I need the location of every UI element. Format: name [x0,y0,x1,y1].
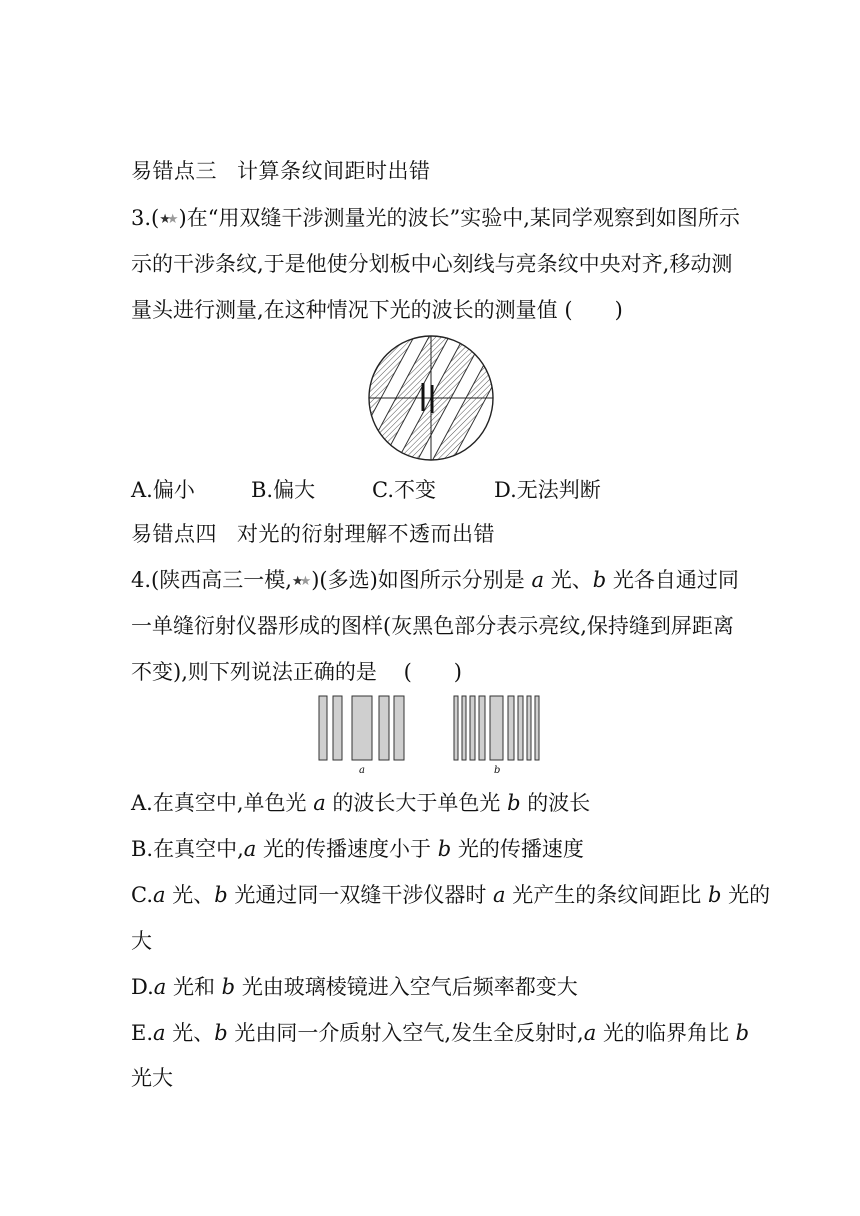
q4-option-b[interactable] [131,835,584,863]
option-text: 的波长大于单色光 [332,791,501,815]
section-3-heading [131,157,431,185]
option-text: 光的临界角比 [602,1021,729,1045]
var-b: b [707,883,722,907]
question-4-line-3 [131,658,462,686]
question-3-line-3 [131,296,623,324]
question-3-options [131,476,731,504]
figure-label-b: b [494,765,501,776]
option-text: 光、 [172,883,215,907]
option-text: 光的传播速度小于 [263,837,432,861]
figure-label-a: a [359,765,365,776]
option-text: 光由玻璃棱镜进入空气后频率都变大 [241,975,578,999]
q4-option-d[interactable] [131,973,578,1001]
option-text: C. [131,883,153,907]
section-4-heading-title: 对光的衍射理解不透而出错 [237,522,495,546]
option-text: 光由同一介质射入空气,发生全反射时, [234,1021,584,1045]
question-3-line-1 [131,204,740,234]
var-a: a [583,1021,597,1045]
question-3-line-2: 示的干涉条纹,于是他使分划板中心刻线与亮条纹中央对齐,移动测 [131,252,733,276]
section-4-heading-label: 易错点四 [131,522,217,546]
bright-fringe [479,696,485,760]
option-text: 光、 [172,1021,215,1045]
bright-fringe [508,696,514,760]
question-4-text-2: 光、 [550,568,593,592]
var-b: b [214,883,228,907]
bright-fringe [470,696,475,760]
q4-option-a[interactable] [131,789,590,817]
section-3-heading-label: 易错点三 [131,159,217,183]
q4-option-e[interactable] [131,1019,749,1047]
question-4-text-3: 光各自通过同 [612,568,739,592]
bright-fringe [352,696,372,760]
section-4-heading [131,520,495,548]
var-b: b [735,1021,750,1045]
var-b: b [507,791,521,815]
question-4-line-2: 一单缝衍射仪器形成的图样(灰黑色部分表示亮纹,保持缝到屏距离 [131,614,734,638]
question-3-text-1: 在“用双缝干涉测量光的波长”实验中,某同学观察到如图所示 [186,206,740,230]
difficulty-star-icon: ★★ [291,574,308,589]
question-4-text-1: )(多选)如图所示分别是 [311,568,525,592]
option-d[interactable]: D.无法判断 [494,478,601,502]
var-a: a [313,791,326,815]
var-b: b [221,975,236,999]
var-b: b [437,837,452,861]
bright-fringe [333,696,342,760]
var-a: a [493,883,506,907]
option-text: E. [131,1021,154,1045]
var-a: a [153,1021,166,1045]
bright-fringe [319,696,327,760]
option-text: 光的传播速度 [457,837,584,861]
option-text: 光产生的条纹间距比 [512,883,702,907]
bright-fringe [379,696,389,760]
option-text: 光和 [172,975,215,999]
diffraction-pattern-a [318,695,410,763]
bright-fringe [394,696,404,760]
bright-fringe [518,696,523,760]
q4-option-c[interactable] [131,881,770,909]
var-a: a [153,883,166,907]
option-text: D. [131,975,154,999]
section-3-heading-title: 计算条纹间距时出错 [237,159,431,183]
bright-fringe [454,696,458,760]
bright-fringe [462,696,466,760]
difficulty-star-icon: ★★ [159,212,175,227]
question-3-text-3: 量头进行测量,在这种情况下光的波长的测量值 [131,298,558,322]
answer-blank: ( ) [403,660,462,684]
option-a[interactable]: A.偏小 [131,478,195,502]
option-text: 的波长 [527,791,591,815]
var-a: a [153,975,167,999]
option-text: 光通过同一双缝干涉仪器时 [234,883,487,907]
question-4-prefix: 4.(陕西高三一模, [131,568,292,592]
answer-blank: ( ) [564,298,623,322]
interference-fringe-figure [366,333,496,463]
q4-option-e-continued: 光大 [131,1066,173,1090]
bright-fringe [490,696,503,760]
question-4-text-4: 不变),则下列说法正确的是 [131,660,377,684]
bright-fringe [535,696,539,760]
option-text: B.在真空中, [131,837,244,861]
bright-fringe [527,696,531,760]
option-b[interactable]: B.偏大 [251,478,316,502]
question-3-number-close: ) [178,206,187,230]
var-a: a [531,568,545,592]
q4-option-c-continued: 大 [131,929,152,953]
option-c[interactable]: C.不变 [372,478,436,502]
option-text: 光的 [728,883,771,907]
question-3-number: 3.( [131,206,160,230]
option-text: A.在真空中,单色光 [131,791,307,815]
question-4-line-1 [131,566,739,596]
var-b: b [214,1021,228,1045]
diffraction-pattern-b [453,695,545,763]
var-b: b [592,568,607,592]
var-a: a [243,837,257,861]
